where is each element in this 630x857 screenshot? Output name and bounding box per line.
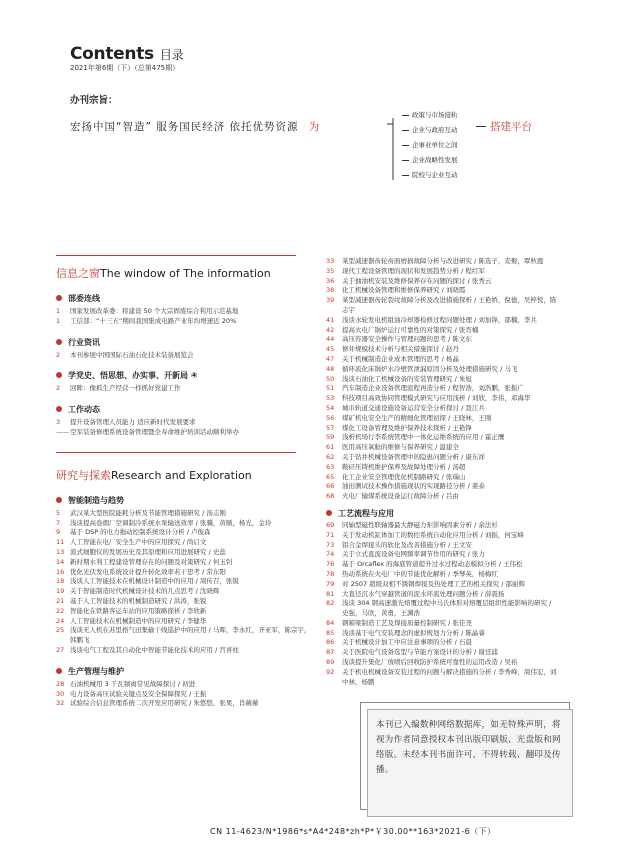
article-title: 武汉某大型医院能耗分析及节能管理措施研究 / 汤志刚 — [70, 508, 226, 517]
toc-entry[interactable] — [56, 351, 312, 361]
toc-entry[interactable] — [326, 570, 558, 580]
article-title: 关于机械制造企业成本管理的思考 / 杨晶 — [342, 354, 459, 363]
page-number: 7 — [56, 518, 61, 527]
page-number: 39 — [326, 296, 335, 305]
page-number: 22 — [56, 606, 65, 615]
mission-statement: 宏扬中国“智造” 服务国民经济 依托优势资源 — [70, 121, 299, 133]
title-cn: 目录 — [159, 48, 184, 62]
article-title: 热动系统在火电厂中的节能优化解析 / 季琴英，杨梅红 — [342, 569, 498, 578]
group-heading: 学党史、悟思想、办实事、开新局 ④ — [56, 370, 312, 381]
page-number: 44 — [326, 335, 335, 344]
article-title: 浅谈电气工程及其自动化中智能节能化技术的应用 / 宫喜柱 — [70, 645, 239, 654]
toc-entry[interactable] — [56, 646, 312, 656]
page-number: 85 — [326, 628, 335, 637]
group-heading: 智能制造与趋势 — [56, 495, 312, 506]
toc-entry[interactable] — [56, 519, 312, 529]
article-title: 科技项目高效协同管理模式研究与应用浅析 / 刘欣，李伟，邓海华 — [342, 394, 531, 403]
article-title: 浅谈 304 钢高速激光熔覆过程中马氏体形对熔覆层组织性能影响的研究 / 史强，马欣，黄勇，王渊浩 — [342, 599, 552, 618]
toc-entry[interactable] — [326, 482, 558, 492]
toc-entry[interactable] — [56, 626, 312, 646]
toc-entry[interactable] — [326, 394, 558, 404]
page-number: 25 — [56, 626, 65, 635]
toc-entry[interactable] — [326, 638, 558, 648]
article-title: 浅谈基于电气安装理念的虚拟规划力分析 / 陈晶睿 — [342, 628, 485, 637]
page-number: 92 — [326, 667, 335, 676]
toc-entry[interactable] — [326, 629, 558, 639]
toc-entry[interactable] — [56, 509, 312, 519]
toc-entry[interactable] — [326, 560, 558, 570]
mission-label: 办刊宗旨： — [70, 95, 118, 106]
group-heading: 生产管理与维护 — [56, 666, 312, 677]
toc-entry[interactable] — [326, 384, 558, 394]
toc-entry[interactable] — [326, 453, 558, 463]
toc-entry[interactable] — [56, 617, 312, 627]
toc-entry[interactable] — [56, 699, 312, 709]
section-en: The window of The information — [100, 267, 271, 280]
group-heading: 工艺流程与应用 — [326, 508, 558, 519]
article-title: 煤矿机电安全生产的精细化管理初探 / 王晓林，王刚 — [342, 413, 492, 422]
toc-entry[interactable] — [56, 548, 312, 558]
toc-entry[interactable] — [326, 267, 558, 277]
article-title: 同轴型磁性联轴器最大静磁力矩影响因素分析 / 余法杉 — [342, 520, 498, 529]
article-title: 关于立式直流设备电网频率调节作用的研究 / 张力 — [342, 550, 485, 559]
toc-entry[interactable] — [56, 568, 312, 578]
toc-entry[interactable] — [326, 257, 558, 267]
section-divider — [56, 452, 296, 453]
toc-entry[interactable] — [56, 307, 312, 317]
toc-entry[interactable] — [326, 424, 558, 434]
article-title: 空军装备修理系统设备管理暨全寿命维护培训活动顺利举办 — [70, 427, 239, 436]
toc-entry[interactable] — [56, 690, 312, 700]
toc-entry[interactable] — [326, 550, 558, 560]
article-title: 对 2507 超级双相不锈钢焊接及热处理工艺的相关探究 / 邵丽辉 — [342, 579, 525, 588]
article-title: 回眸：像抓生产经营一样抓好党建工作 — [70, 384, 181, 393]
page-number: 27 — [56, 645, 65, 654]
group-heading: 行业资讯 — [56, 337, 312, 348]
article-title: 鞍矸压铸机维护保养及故障处理分析 / 汤超 — [342, 462, 466, 471]
article-title: 国家发展改革委：将建设 50 个大宗固废综合利用示范基地 — [70, 307, 239, 315]
toc-entry[interactable] — [326, 648, 558, 658]
toc-entry[interactable] — [326, 355, 558, 365]
page-number: 21 — [56, 596, 65, 605]
page-number: 54 — [326, 403, 335, 412]
article-title: 浅谈提升集化厂放喷后回收防护系统可靠性的运用改造 / 吴裕 — [342, 658, 518, 667]
toc-entry[interactable] — [326, 668, 558, 688]
page-number: 2 — [56, 384, 61, 393]
page-number: 41 — [326, 315, 335, 324]
article-title: 城市轨道交通设施设备运营安全分析探讨 / 聂江兵 — [342, 403, 485, 412]
copyright-notice: 本刊已入编数种网络数据库，如无特殊声明，将视为作者同意授权本刊出版印刷版、光盘版和网络版。未经本刊书面许可，不得转载、翻印及传播。 — [367, 709, 573, 817]
toc-entry[interactable] — [326, 473, 558, 483]
article-title: 基于 Orcaflex 的海底管道提升过水过程动态模拟分析 / 王伟松 — [342, 560, 523, 569]
page-number: 84 — [326, 618, 335, 627]
page-number: 76 — [326, 560, 335, 569]
article-title: 本刊参展中国国际石油石化技术装备展览会 — [70, 350, 194, 359]
page-number: 57 — [326, 423, 335, 432]
copyright-notice-box — [360, 702, 570, 810]
toc-entry[interactable] — [326, 580, 558, 590]
page-number: 86 — [326, 638, 335, 647]
toc-entry[interactable] — [56, 384, 312, 394]
right-column — [326, 257, 558, 687]
page-number: 30 — [56, 689, 65, 698]
section-cn: 研究与探索 — [56, 468, 111, 482]
article-title: 铝合金焊接头的软化及改善措施分析 / 王文安 — [342, 540, 472, 549]
article-title: 流式细胞仪的发展历史及其原理和应用进展研究 / 史蕊 — [70, 547, 226, 556]
article-title: 关于智能制造时代机械设计技术的几点思考 / 沈晓辉 — [70, 587, 220, 596]
toc-entry[interactable] — [56, 317, 312, 327]
article-title: 提高火电厂锅炉运行可靠性的对策探究 / 张宵楠 — [342, 325, 479, 334]
article-title: 浅谈无人机在苏里格气田集输干线巡护中的应用 / 马晖，李永红，齐亚军，陈宗宇，韩鹏飞 — [70, 626, 311, 645]
page-number: 61 — [326, 443, 335, 452]
page-number: 68 — [326, 492, 335, 501]
page-number: 47 — [326, 354, 335, 363]
section-info-window — [56, 265, 312, 281]
toc-entry[interactable] — [326, 521, 558, 531]
page-number: 82 — [326, 599, 335, 608]
mission-text — [70, 119, 320, 134]
article-title: 浅谈石油化工机械设备的安装管理研究 / 朱旭 — [342, 374, 472, 383]
article-title: 石油机械用 3 千瓦频离常见故障探讨 / 初进 — [70, 679, 196, 688]
article-title: 高压容器安全操作与管理问题的思考 / 陈文东 — [342, 335, 472, 344]
page-number: 87 — [326, 648, 335, 657]
article-title: 关于抽油机安装及维修保养存在问题的探讨 / 张秀云 — [342, 276, 492, 285]
page-number: 19 — [56, 587, 65, 596]
article-title: 钢箱梁制造工艺及焊接质量控制研究 / 张佳尧 — [342, 618, 472, 627]
page-number: 11 — [56, 538, 65, 547]
toc-entry[interactable] — [56, 528, 312, 538]
page-number: 79 — [326, 579, 335, 588]
left-column — [56, 265, 312, 709]
toc-entry[interactable] — [326, 286, 558, 296]
article-title: 关于钻井机械设备管理中的隐患问题分析 / 康东祥 — [342, 452, 485, 461]
page-number: 3 — [56, 418, 61, 427]
toc-entry[interactable] — [326, 414, 558, 424]
cn-code: CN 11-4623/N*1986*s*A4*248*zh*P*￥30.00**163*2021-6（下） — [210, 827, 496, 836]
toc-entry[interactable] — [326, 531, 558, 541]
toc-entry[interactable] — [56, 577, 312, 587]
article-title: 大直径沉水气穿越管道的泥水环流处理问题分析 / 薛震扬 — [342, 589, 505, 598]
page-number: 38 — [326, 286, 335, 295]
title-en: Contents — [70, 44, 154, 64]
article-title: 基于 DSP 的电力拖动控制系统设计分析 / 卢俊森 — [70, 528, 211, 537]
toc-entry[interactable] — [56, 418, 312, 428]
page-number: 24 — [56, 616, 65, 625]
page-number: 35 — [326, 266, 335, 275]
article-title: 智能化在铁路客运车站的应用策略探析 / 李欣新 — [70, 606, 207, 615]
page-number: 45 — [326, 345, 335, 354]
toc-entry[interactable] — [326, 658, 558, 668]
toc-entry[interactable] — [326, 443, 558, 453]
article-title: 某型减速器齿轮齿面磨损故障分析与改进研究 / 陈选子，麦娶，覃秋鹿 — [342, 257, 544, 265]
toc-entry[interactable] — [326, 277, 558, 287]
page-number: 74 — [326, 550, 335, 559]
page-number: 48 — [326, 364, 335, 373]
group-heading: 工作动态 — [56, 404, 312, 415]
research-groups — [56, 495, 312, 709]
article-title: 修井规模技术分析与相关措施探讨 / 赵丹 — [342, 345, 459, 354]
page-number: 1 — [56, 316, 61, 325]
article-title: 汽车制造企业设备管理流程再造分析 / 程智浩，刘浩鹏，张振广 — [342, 384, 524, 393]
page-number: 56 — [326, 413, 335, 422]
mission-wei: 为 — [308, 121, 321, 133]
article-title: 关于医院电气设备选型与节能方案设计的分析 / 谢廷浦 — [342, 648, 498, 657]
page-number: 14 — [56, 557, 65, 566]
toc-entry[interactable] — [56, 538, 312, 548]
article-title: 浅谈人工智能技术在机械设计制造中的应用 / 周传召，张锐 — [70, 577, 239, 586]
issue-info: 2021年第6期（下）（总第475期） — [70, 64, 180, 72]
branch-item: 企业与政府互动 — [402, 123, 458, 138]
article-title: 医用高压氧舱的维修与保养研究 / 温建全 — [342, 443, 459, 452]
page-number: 42 — [326, 325, 335, 334]
toc-entry[interactable] — [326, 590, 558, 600]
toc-entry[interactable] — [56, 587, 312, 597]
article-title: 试验综合信息管理系统二次开发应用研究 / 朱悠悠，张果，肖薇薇 — [70, 699, 259, 708]
page-number: 13 — [56, 547, 65, 556]
toc-entry[interactable] — [326, 463, 558, 473]
article-title: 煤化工设备管理及维护保养技术探析 / 王艳锋 — [342, 423, 472, 432]
page-number: 36 — [326, 276, 335, 285]
toc-entry[interactable] — [56, 680, 312, 690]
page-number: 69 — [326, 520, 335, 529]
toc-entry[interactable] — [326, 365, 558, 375]
page-number: 62 — [326, 452, 335, 461]
article-title: 工信部：“十三五”期间我国集成电路产业年均增速近 20% — [70, 316, 237, 325]
page-number: 32 — [56, 699, 65, 708]
toc-entry[interactable] — [56, 428, 312, 438]
research-items-cont — [326, 257, 558, 502]
toc-entry[interactable] — [326, 375, 558, 385]
process-items — [326, 521, 558, 688]
group-heading: 部委连线 — [56, 293, 312, 304]
page-number: 5 — [56, 508, 61, 517]
section-divider — [56, 255, 296, 256]
page-number: 33 — [326, 257, 335, 265]
toc-entry[interactable] — [326, 296, 558, 316]
article-title: 优化光伏发电系统设计提升转化效率若干思考 / 常东阳 — [70, 567, 226, 576]
mission-bracket — [387, 110, 397, 182]
toc-entry[interactable] — [326, 599, 558, 619]
toc-entry[interactable] — [326, 492, 558, 502]
article-title: 浅谈水轮发电机组油冷却器检修过程问题处理 / 刘加锋，邵楠，李兵 — [342, 315, 537, 324]
page-number: —— — [56, 427, 69, 436]
article-title: 火电厂输煤系统设备运行故障分析 / 吕由 — [342, 492, 459, 501]
article-title: 关于机械设计加工中应注意事项的分析 / 石晨 — [342, 638, 472, 647]
toc-entry[interactable] — [56, 597, 312, 607]
section-cn: 信息之窗 — [56, 267, 100, 280]
article-title: 提升设备管理人员能力 适应新时代发展要求 — [70, 418, 196, 427]
branch-item: 企业战略性发展 — [402, 153, 458, 168]
toc-entry[interactable] — [326, 316, 558, 326]
page-number: 71 — [326, 530, 335, 539]
page-number: 50 — [326, 374, 335, 383]
page-number: 78 — [326, 569, 335, 578]
page-number: 2 — [56, 350, 61, 359]
contents-title — [70, 44, 183, 64]
page-number: 18 — [56, 577, 65, 586]
toc-entry[interactable] — [326, 433, 558, 443]
branch-item: 院校与企业互动 — [402, 168, 458, 183]
page-number: 16 — [56, 567, 65, 576]
article-title: 人工智能技术在机械制造中的应用研究 / 李健华 — [70, 616, 207, 625]
page-number: 9 — [56, 528, 61, 537]
toc-entry[interactable] — [56, 558, 312, 568]
section-research — [56, 467, 312, 483]
article-title: 浅析机场行李系统管理中一体化运维系统的应用 / 霍正鹰 — [342, 433, 505, 442]
page-number: 73 — [326, 540, 335, 549]
toc-entry[interactable] — [326, 335, 558, 345]
article-title: 人工智能在电厂安全生产中的应用探究 / 尚启文 — [70, 538, 207, 547]
page-number: 53 — [326, 394, 335, 403]
article-title: 化工机械设备管理和维修保养研究 / 刘晓霞 — [342, 286, 466, 295]
article-title: 循环流化床锅炉水冷壁管泄漏原因分析及处理措施研究 / 马飞 — [342, 364, 518, 373]
page-number: 59 — [326, 433, 335, 442]
page-number: 89 — [326, 658, 335, 667]
article-title: 电力设备高压试验关键点及安全保障探究 / 王振 — [70, 689, 207, 698]
toc-entry[interactable] — [56, 607, 312, 617]
article-title: 油田测试技术操作措施现状的实现路径分析 / 姜泰 — [342, 482, 485, 491]
article-title: 关于发动机缸体加工的数控系统自动化应用分析 / 刘振，何宝峰 — [342, 530, 524, 539]
page-number: 81 — [326, 589, 335, 598]
mission-platform: 搭建平台 — [490, 121, 532, 133]
toc-entry[interactable] — [326, 345, 558, 355]
toc-entry[interactable] — [326, 404, 558, 414]
page-number: 66 — [326, 482, 335, 491]
article-title: 现代工程设备管理的现状和发展趋势分析 / 程红军 — [342, 266, 485, 275]
page-number: 1 — [56, 307, 61, 315]
toc-entry[interactable] — [326, 541, 558, 551]
article-title: 新时期水利工程建设管理存在的问题及对策研究 / 何玉钊 — [70, 557, 233, 566]
toc-entry[interactable] — [326, 619, 558, 629]
section-en: Research and Exploration — [111, 468, 252, 482]
article-title: 浅谈提高卷烟厂空调制冷系统水泵输送效率 / 张骥，黄顺，杨光，金玲 — [70, 518, 272, 527]
toc-entry[interactable] — [326, 326, 558, 336]
article-title: 关于机电机械设备安装过程的问题与解决措施的分析 / 李秀峰，周伟宏，刘中林，杨鹏 — [342, 667, 557, 686]
article-title: 基于人工智能技术的机械制造研究 / 洪涛，张锐 — [70, 596, 207, 605]
mission-branches — [402, 108, 458, 183]
branch-item: 企事业单位之间 — [402, 138, 458, 153]
info-groups — [56, 293, 312, 438]
article-title: 某型减速器齿轮裂纹故障分析及改进措施探析 / 王艳娇，倪德，吴梓悦，陈志宇 — [342, 296, 557, 314]
article-title: 化工企业安全管理优化机制路研究 / 张瑞山 — [342, 472, 466, 481]
page-number: 65 — [326, 472, 335, 481]
page-number: 63 — [326, 462, 335, 471]
branch-item: 政策与市场接轨 — [402, 108, 458, 123]
page-number: 51 — [326, 384, 335, 393]
page-number: 28 — [56, 679, 65, 688]
